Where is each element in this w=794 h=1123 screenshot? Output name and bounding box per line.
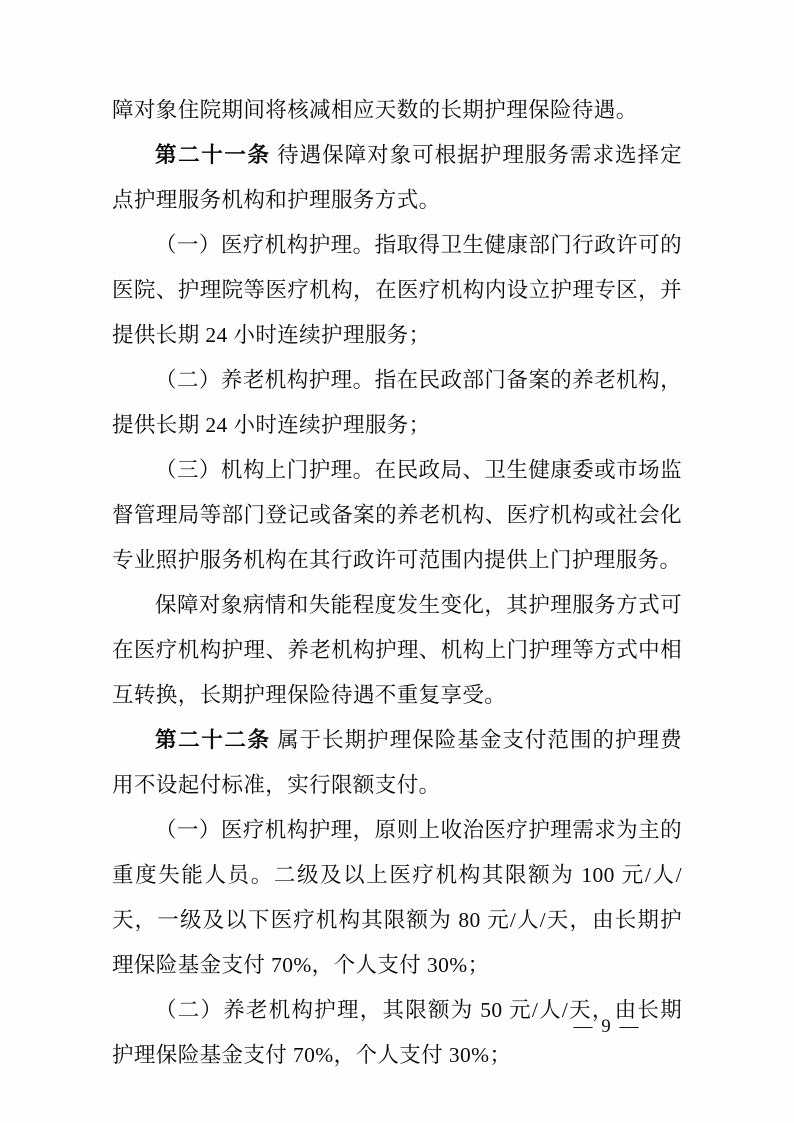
paragraph-1-text: 障对象住院期间将核减相应天数的长期护理保险待遇。 bbox=[112, 98, 638, 122]
paragraph-1 bbox=[112, 88, 682, 133]
paragraph-transfer-rules bbox=[112, 583, 682, 718]
paragraph-payment-item-2-text: （二）养老机构护理，其限额为 50 元/人/天，由长期护理保险基金支付 70%，个人支付 30%； bbox=[112, 998, 682, 1067]
page-footer bbox=[0, 1016, 794, 1038]
paragraph-item-2-eldercare bbox=[112, 358, 682, 448]
paragraph-article-21-text: 待遇保障对象可根据护理服务需求选择定点护理服务机构和护理服务方式。 bbox=[112, 143, 682, 212]
article-heading-22: 第二十二条 bbox=[155, 728, 271, 753]
paragraph-payment-item-1 bbox=[112, 808, 682, 988]
paragraph-article-22 bbox=[112, 718, 682, 808]
paragraph-article-21 bbox=[112, 133, 682, 223]
paragraph-payment-item-1-text: （一）医疗机构护理，原则上收治医疗护理需求为主的重度失能人员。二级及以上医疗机构其限额为 100 元/人/天，一级及以下医疗机构其限额为 80 元/人/天，由长期护理保险基金支付 70%，个人支付 30%； bbox=[112, 818, 682, 977]
paragraph-item-2-eldercare-text: （二）养老机构护理。指在民政部门备案的养老机构，提供长期 24 小时连续护理服务； bbox=[112, 368, 682, 437]
page-number: — 9 — bbox=[573, 1016, 641, 1037]
paragraph-item-1-medical-text: （一）医疗机构护理。指取得卫生健康部门行政许可的医院、护理院等医疗机构，在医疗机构内设立护理专区，并提供长期 24 小时连续护理服务； bbox=[112, 233, 682, 347]
document-body bbox=[112, 88, 682, 1078]
paragraph-item-3-home-visit bbox=[112, 448, 682, 583]
paragraph-item-1-medical bbox=[112, 223, 682, 358]
article-heading-21: 第二十一条 bbox=[155, 143, 271, 168]
paragraph-item-3-home-visit-text: （三）机构上门护理。在民政局、卫生健康委或市场监督管理局等部门登记或备案的养老机构、医疗机构或社会化专业照护服务机构在其行政许可范围内提供上门护理服务。 bbox=[112, 458, 682, 572]
paragraph-article-22-text: 属于长期护理保险基金支付范围的护理费用不设起付标准，实行限额支付。 bbox=[112, 728, 682, 797]
paragraph-transfer-rules-text: 保障对象病情和失能程度发生变化，其护理服务方式可在医疗机构护理、养老机构护理、机构上门护理等方式中相互转换，长期护理保险待遇不重复享受。 bbox=[112, 593, 682, 707]
